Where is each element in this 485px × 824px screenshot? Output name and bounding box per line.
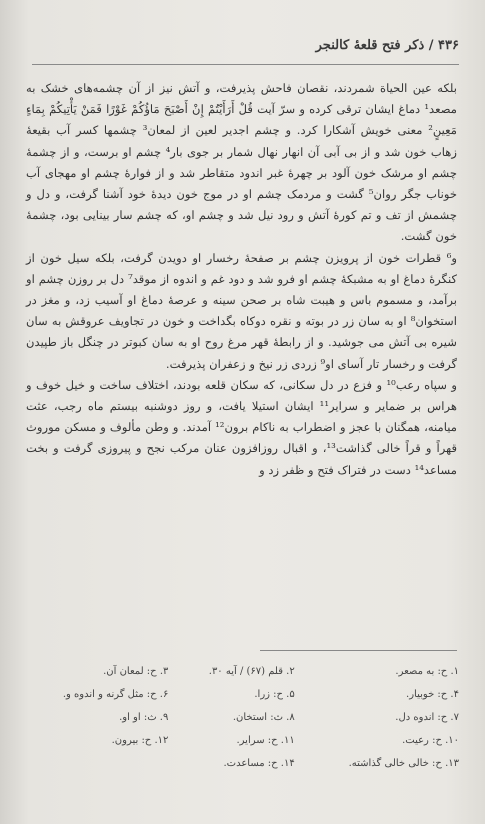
page-header-title: ۴۳۶ / ذکر فتح قلعهٔ کالنجر <box>315 38 459 53</box>
footnote: ۶. ح: مثل گرنه و اندوه و. <box>62 689 169 700</box>
footnote: ۱۲. ح: بیرون. <box>111 735 169 746</box>
page-header <box>32 38 459 65</box>
paragraph: و سپاه رعب¹⁰ و فزع در دل سکانی، که سکان قلعه بودند، اختلاف ساخت و خیل خوف و هراس بر ضمایر و سرایر¹¹ ایشان استیلا یافت، و روز دوشنبه بیستم ماه رجب، عثت میامنه، همگنان با عجز و اضطراب به ناکام برون¹² آمدند. و وطن مألوف و مسکن موروث قهراً و قراً خالی گذاشت¹³، و اقبال روزافزون عنان مرکب نجح و پیروزی گرفت و بخت مساعد¹⁴ دست در فتراک فتح و ظفر زد و <box>26 377 458 477</box>
footnote-empty <box>42 752 168 775</box>
footnote-row <box>42 706 459 729</box>
footnote-row <box>42 752 459 775</box>
footnote-row <box>42 683 459 706</box>
footnote: ۱۰. ح: رعیت. <box>402 735 459 746</box>
footnote: ۷. ح: اندوه دل. <box>395 712 459 723</box>
footnote-row <box>42 729 459 752</box>
footnote: ۵. ح: زرا. <box>254 689 295 700</box>
footnote: ۱۱. ح: سرایر. <box>236 735 295 746</box>
footnote-row <box>42 660 459 683</box>
footnote: ۲. قلم (۶۷) / آیه ۳۰. <box>208 666 295 677</box>
footnote: ۴. ح: خوبیار. <box>406 689 459 700</box>
paragraph: و⁶ قطرات خون از پرویزن چشم بر صفحهٔ رخسار او دویدن گرفت، بلکه سیل خون از کنگرهٔ دماغ او به مشبکهٔ چشم او فرو شد و دود غم و اندوه از موقد⁷ دل بر روزن چشم او برآمد، و مسموم باس و هیبت شاه بر صحن سینه و عرصهٔ دماغ او آسیب زد، و مغز در استخوان⁸ او به سان زر در بوته و نقره دوکاه بگداخت و خون در تجاویف عروقش به سان شیره بی آتش می جوشید. و از رابطهٔ قهر مرغ روح او به سان کبوتر در چنگل باز طپیدن گرفت و رخسار تار آسای او⁹ زردی زر نیخ و زعفران پذیرفت. <box>26 250 457 371</box>
footnote: ۹. ث: او او. <box>119 712 169 723</box>
footnote-separator <box>260 650 457 651</box>
footnotes <box>42 660 459 775</box>
footnote: ۳. ح: لمعان آن. <box>103 666 169 677</box>
footnote: ۱۴. ح: مساعدت. <box>223 758 295 769</box>
footnote: ۱. ح: به مصعر. <box>395 666 459 677</box>
main-text <box>26 78 457 481</box>
paragraph: بلکه عین الحیاة شمردند، نقصان فاحش پذیرفت، و آتش نیز از آن چشمه‌های خشک به مصعد¹ دماغ ایشان ترقی کرده و سرّ آیت قُلْ أَرَأَيْتُمْ إِنْ أَصْبَحَ مَاؤُكُمْ غَوْرًا فَمَنْ يَأْتِيكُمْ بِمَاءٍ مَعِينٍ² معنی خویش آشکارا کرد. و چشم اجدیر لعین از لمعان³ چشمها کسر آب بقیعهٔ زهاب خون شد و از بی آبی آن انهار نهال شمار بر جوی بار⁴ چشم او برست، و از چشمهٔ چشم او مرشک خون آلود بر چهرهٔ غبر اندود متقاطر شد و از فوارهٔ چشم او مهجای آب خوناب جگر روان⁵ گشت و مردمک چشم او در موج خون دیدهٔ خود آشنا گرفت، و دل و چشمش از تف و تم کورهٔ آتش و رود نیل شد و چشم او، که چشم سار بینایی بود، چشمهٔ خون گشت. <box>26 81 458 244</box>
footnote: ۱۳. ح: خالی خالی گذاشته. <box>348 758 459 769</box>
footnote: ۸. ث: استخان. <box>232 712 295 723</box>
